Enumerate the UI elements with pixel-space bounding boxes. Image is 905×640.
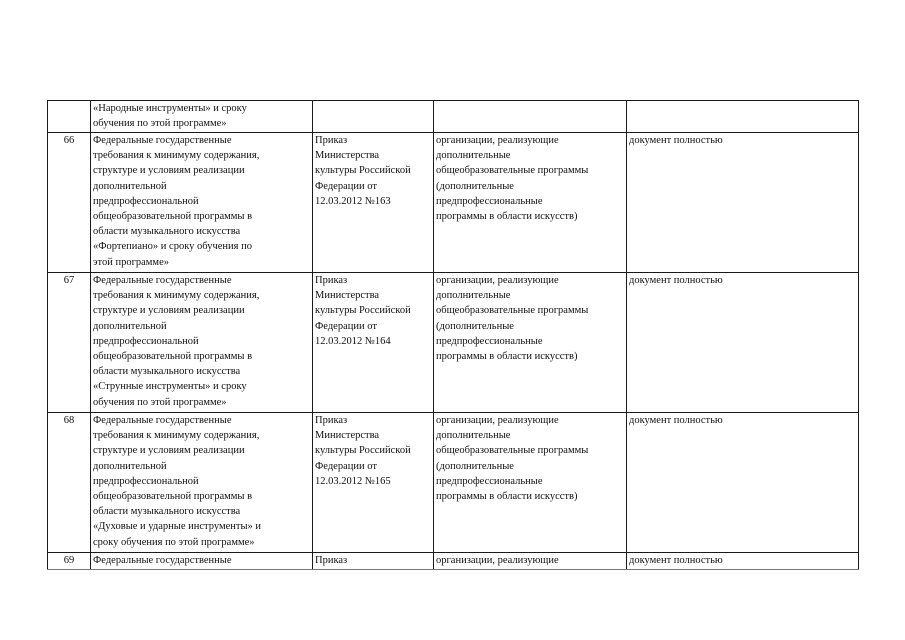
text-line: обучения по этой программе» bbox=[93, 118, 227, 130]
requirement-cell: документ полностью bbox=[627, 413, 859, 553]
text-line: Федеральные государственные bbox=[93, 415, 232, 426]
text-line: (дополнительные bbox=[436, 180, 514, 192]
text-line: общеобразовательной программы в bbox=[93, 211, 253, 223]
text-line: программы в области искусств) bbox=[436, 211, 578, 223]
text-line: организации, реализующие bbox=[436, 415, 559, 426]
text-line: предпрофессиональной bbox=[93, 195, 199, 207]
row-number bbox=[48, 101, 91, 133]
table-row bbox=[48, 553, 859, 570]
document-reference-cell bbox=[313, 273, 434, 413]
text-line: требования к минимуму содержания, bbox=[93, 150, 260, 162]
text-line: Приказ bbox=[315, 275, 348, 286]
text-line: дополнительные bbox=[436, 150, 511, 162]
text-line: Федеральные государственные bbox=[93, 555, 232, 566]
text-line: общеобразовательные программы bbox=[436, 445, 589, 457]
text-line: дополнительной bbox=[93, 320, 167, 332]
text-line: Приказ bbox=[315, 415, 348, 426]
table-row bbox=[48, 101, 859, 133]
text-line: «Народные инструменты» и сроку bbox=[93, 103, 247, 114]
document-reference-cell bbox=[313, 553, 434, 570]
text-line: 12.03.2012 №164 bbox=[315, 335, 391, 347]
document-reference-cell bbox=[313, 413, 434, 553]
row-number: 69 bbox=[48, 553, 91, 570]
text-line: «Фортепиано» и сроку обучения по bbox=[93, 241, 252, 253]
text-line: организации, реализующие bbox=[436, 555, 559, 566]
document-name-cell bbox=[91, 273, 313, 413]
text-line: дополнительные bbox=[436, 290, 511, 302]
document-name-cell bbox=[91, 101, 313, 133]
document-name-cell bbox=[91, 413, 313, 553]
requirement-cell: документ полностью bbox=[627, 133, 859, 273]
text-line: Министерства bbox=[315, 290, 380, 302]
text-line: организации, реализующие bbox=[436, 135, 559, 146]
text-line: требования к минимуму содержания, bbox=[93, 290, 260, 302]
document-name-cell bbox=[91, 133, 313, 273]
text-line: Федерации от bbox=[315, 320, 377, 332]
text-line: Федеральные государственные bbox=[93, 135, 232, 146]
regulations-table bbox=[47, 100, 859, 570]
text-line: общеобразовательной программы в bbox=[93, 351, 253, 363]
text-line: программы в области искусств) bbox=[436, 491, 578, 503]
text-line: 12.03.2012 №165 bbox=[315, 475, 391, 487]
scope-cell bbox=[434, 413, 627, 553]
text-line: этой программе» bbox=[93, 256, 169, 268]
text-line: Министерства bbox=[315, 150, 380, 162]
requirement-cell bbox=[627, 101, 859, 133]
row-number: 67 bbox=[48, 273, 91, 413]
text-line: Приказ bbox=[315, 135, 348, 146]
text-line: дополнительной bbox=[93, 460, 167, 472]
scope-cell bbox=[434, 101, 627, 133]
text-line: структуре и условиям реализации bbox=[93, 305, 245, 317]
table-row bbox=[48, 413, 859, 553]
text-line: предпрофессиональной bbox=[93, 335, 199, 347]
text-line: программы в области искусств) bbox=[436, 351, 578, 363]
text-line: дополнительные bbox=[436, 430, 511, 442]
text-line: области музыкального искусства bbox=[93, 506, 241, 518]
text-line: организации, реализующие bbox=[436, 275, 559, 286]
text-line: структуре и условиям реализации bbox=[93, 445, 245, 457]
text-line: Федерации от bbox=[315, 180, 377, 192]
table-row bbox=[48, 273, 859, 413]
scope-cell bbox=[434, 133, 627, 273]
text-line: «Струнные инструменты» и сроку bbox=[93, 381, 247, 393]
row-number: 66 bbox=[48, 133, 91, 273]
document-reference-cell bbox=[313, 101, 434, 133]
text-line: Министерства bbox=[315, 430, 380, 442]
scope-cell bbox=[434, 273, 627, 413]
text-line: Приказ bbox=[315, 555, 348, 566]
requirement-cell: документ полностью bbox=[627, 273, 859, 413]
document-reference-cell bbox=[313, 133, 434, 273]
text-line: дополнительной bbox=[93, 180, 167, 192]
text-line: предпрофессиональные bbox=[436, 195, 543, 207]
text-line: общеобразовательной программы в bbox=[93, 491, 253, 503]
text-line: структуре и условиям реализации bbox=[93, 165, 245, 177]
text-line: общеобразовательные программы bbox=[436, 305, 589, 317]
text-line: предпрофессиональной bbox=[93, 475, 199, 487]
table-row bbox=[48, 133, 859, 273]
text-line: «Духовые и ударные инструменты» и bbox=[93, 521, 262, 533]
text-line: предпрофессиональные bbox=[436, 475, 543, 487]
text-line: (дополнительные bbox=[436, 320, 514, 332]
text-line: 12.03.2012 №163 bbox=[315, 195, 391, 207]
scope-cell bbox=[434, 553, 627, 570]
requirement-cell: документ полностью bbox=[627, 553, 859, 570]
text-line: области музыкального искусства bbox=[93, 366, 241, 378]
text-line: сроку обучения по этой программе» bbox=[93, 536, 255, 548]
row-number: 68 bbox=[48, 413, 91, 553]
text-line: обучения по этой программе» bbox=[93, 396, 227, 408]
text-line: культуры Российской bbox=[315, 165, 411, 177]
text-line: общеобразовательные программы bbox=[436, 165, 589, 177]
text-line: предпрофессиональные bbox=[436, 335, 543, 347]
document-name-cell bbox=[91, 553, 313, 570]
text-line: области музыкального искусства bbox=[93, 226, 241, 238]
text-line: культуры Российской bbox=[315, 305, 411, 317]
text-line: Федерации от bbox=[315, 460, 377, 472]
text-line: требования к минимуму содержания, bbox=[93, 430, 260, 442]
text-line: Федеральные государственные bbox=[93, 275, 232, 286]
text-line: (дополнительные bbox=[436, 460, 514, 472]
text-line: культуры Российской bbox=[315, 445, 411, 457]
